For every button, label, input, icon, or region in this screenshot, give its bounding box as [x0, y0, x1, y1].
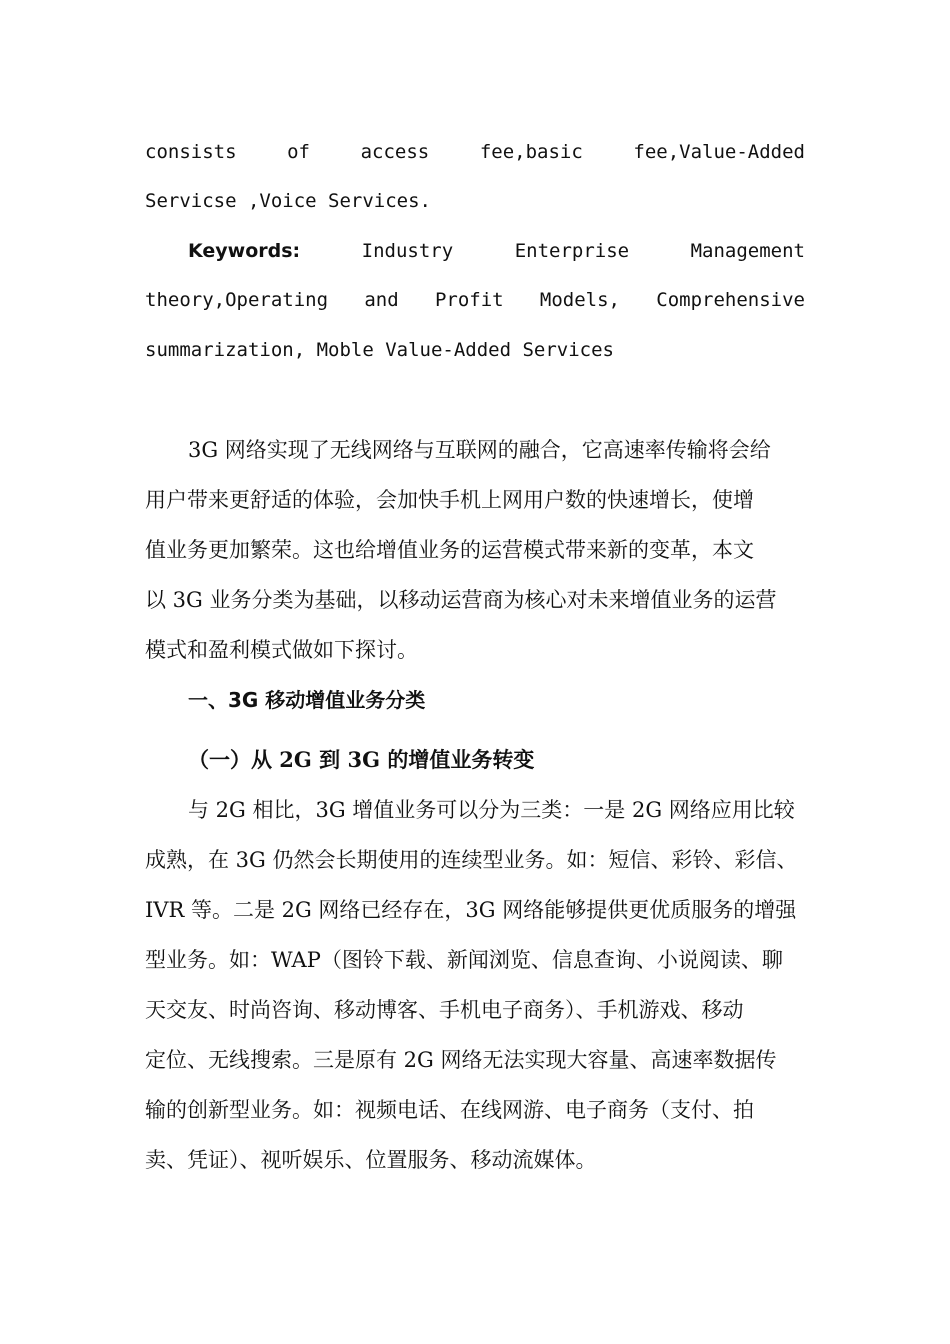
- keywords-line-2: theory,Operating and Profit Models, Comprehensive: [145, 289, 805, 311]
- body-line-7: 输的创新型业务。如：视频电话、在线网游、电子商务（支付、拍: [145, 1098, 754, 1122]
- keywords-line-3: summarization, Moble Value-Added Services: [145, 339, 614, 361]
- body-line-4: 型业务。如：WAP（图铃下载、新闻浏览、信息查询、小说阅读、聊: [145, 948, 783, 972]
- body-line-3: IVR 等。二是 2G 网络已经存在，3G 网络能够提供更优质服务的增强: [145, 898, 797, 922]
- body-line-1: 与 2G 相比，3G 增值业务可以分为三类：一是 2G 网络应用比较: [188, 798, 795, 822]
- intro-line-3: 值业务更加繁荣。这也给增值业务的运营模式带来新的变革，本文: [145, 538, 754, 562]
- intro-line-1: 3G 网络实现了无线网络与互联网的融合，它高速率传输将会给: [188, 438, 771, 462]
- subsection-heading-1: （一）从 2G 到 3G 的增值业务转变: [188, 747, 535, 772]
- intro-line-4: 以 3G 业务分类为基础，以移动运营商为核心对未来增值业务的运营: [145, 588, 777, 612]
- intro-line-2: 用户带来更舒适的体验，会加快手机上网用户数的快速增长，使增: [145, 488, 754, 512]
- keywords-text-1: Industry Enterprise Management: [361, 240, 805, 262]
- keywords-label: Keywords:: [188, 240, 301, 262]
- body-line-6: 定位、无线搜索。三是原有 2G 网络无法实现大容量、高速率数据传: [145, 1048, 777, 1072]
- keywords-line-1: [188, 239, 805, 263]
- abstract-line-1: consists of access fee,basic fee,Value-Added: [145, 141, 805, 163]
- body-line-2: 成熟，在 3G 仍然会长期使用的连续型业务。如：短信、彩铃、彩信、: [145, 848, 798, 872]
- body-line-5: 天交友、时尚咨询、移动博客、手机电子商务）、手机游戏、移动: [145, 998, 744, 1022]
- section-heading-1: 一、3G 移动增值业务分类: [188, 688, 426, 712]
- intro-line-5: 模式和盈利模式做如下探讨。: [145, 638, 418, 662]
- abstract-line-2: Servicse ,Voice Services.: [145, 190, 431, 212]
- body-line-8: 卖、凭证）、视听娱乐、位置服务、移动流媒体。: [145, 1148, 597, 1172]
